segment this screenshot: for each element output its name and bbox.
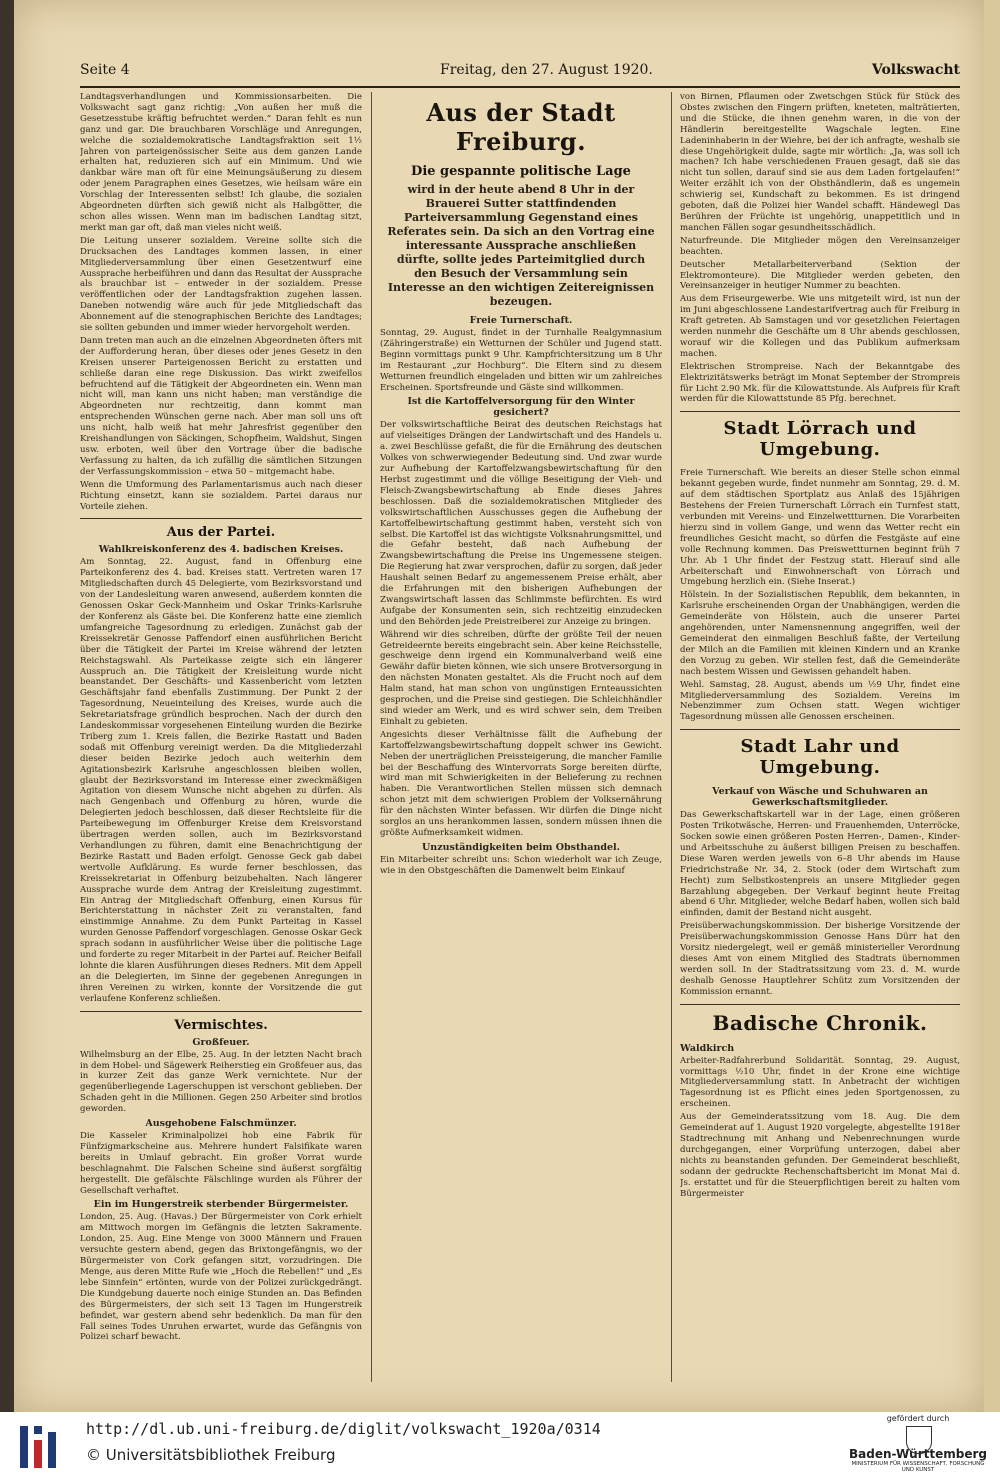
article-text: Ein Mitarbeiter schreibt uns: Schon wiederholt war ich Zeuge, wie in den Obstgeschäften die Damenwelt beim Einkauf: [380, 854, 662, 876]
column-3: [680, 92, 960, 1460]
article-subtitle: Großfeuer.: [192, 1036, 250, 1048]
article-subtitle: Ausgehobene Falschmünzer.: [145, 1118, 297, 1130]
column-divider: [371, 92, 372, 1382]
article-subtitle: Freie Turnerschaft.: [469, 315, 573, 326]
newspaper-name: Volkswacht: [871, 62, 960, 78]
article-text: Der volkswirtschaftliche Beirat des deutschen Reichstags hat auf vielseitiges Drängen der Landwirtschaft und des Handels u. a. zwei Beschlüsse gefaßt, die für die Ernährung des deutschen Volkes von schwerwiegender Bedeutung sind. Und zwar wurde zur Aufhebung der Kartoffelzwangsbewirtschaftung für den Herbst zugestimmt und die völlige Beseitigung der Vieh- und Fleisch-Zwangsbewirtschaftung ab Ende dieses Jahres beschlossen. Daß die sozialdemokratischen Mitglieder des volkswirtschaftlichen Ausschusses gegen die Aufhebung der Kartoffelbewirtschaftung gestimmt haben, versteht sich von selbst. Die Kartoffel ist das wichtigste Volksnahrungsmittel, und die Gefahr besteht, daß nach Aufhebung der Zwangsbewirtschaftung die Preise ins Ungemessene steigen. Die Regierung hat zwar versprochen, dafür zu sorgen, daß jeder Haushalt seinen Bedarf zu angemessenem Preise erhält, aber die Erfahrungen mit den bisherigen Aufhebungen der Zwangswirtschaft lassen das Schlimmste befürchten. Es wird Aufgabe der Konsumenten sein, sich rechtzeitig einzudecken und den Behörden jede Preistreiberei zur Anzeige zu bringen.: [380, 420, 662, 627]
article-subtitle: Unzuständigkeiten beim Obsthandel.: [422, 841, 620, 853]
section-rule: [680, 411, 960, 412]
funding-notice: [848, 1414, 988, 1473]
article-subtitle: Verkauf von Wäsche und Schuhwaren an Gewerkschaftsmitglieder.: [712, 786, 928, 809]
article-text: London, 25. Aug. (Havas.) Der Bürgermeister von Cork erhielt am Mittwoch morgen im Gefängnis die letzten Sakramente. London, 25. Aug. Eine Menge von 3000 Männern und Frauen versuchte gestern abend, gegen das Brixtongefängnis, wo der Bürgermeister von Cork gefangen sitzt, vorzudringen. Die Menge, aus deren Mitte Rufe wie „Hoch die Rebellen!“ und „Es lebe Sinnfein“ ertönten, wurde von der Polizei zurückgedrängt. Die Kundgebung dauerte noch einige Stunden an. Das Befinden des Bürgermeisters, der sich seit 13 Tagen im Hungerstreik befindet, war gestern abend sehr bedenklich. Da man für den Fall seines Todes Unruhen erwartet, wurde das Gefängnis von Polizei scharf bewacht.: [80, 1212, 362, 1343]
article-text: Naturfreunde. Die Mitglieder mögen den Vereinsanzeiger beachten.: [680, 235, 960, 257]
article-text: Das Gewerkschaftskartell war in der Lage, einen größeren Posten Trikotwäsche, Herren- und Frauenhemden, Unterröcke, Socken sowie einen größeren Posten Herren-, Damen-, Kinder- und Arbeitsschuhe zu äußerst billigen Preisen zu beschaffen. Diese Waren werden jeweils von 6–8 Uhr abends im Hause Friedrichstraße Nr. 34, 2. Stock (oder dem Wirtschaft zum Hecht) zum Selbstkostenpreis an unsere Mitglieder gegen Barzahlung abgegeben. Der Verkauf beginnt heute Freitag abend 6 Uhr. Mitglieder, welche Bedarf haben, wollen sich bald einfinden, damit der Bestand nicht ausgeht.: [680, 810, 960, 919]
section-title: Aus der Stadt Freiburg.: [426, 98, 616, 156]
article-text: Wilhelmsburg an der Elbe, 25. Aug. In der letzten Nacht brach in dem Hobel- und Sägewerk Reiherstieg ein Großfeuer aus, das in kurzer Zeit das ganze Werk vernichtete. Nur der gegenüberliegende Lagerschuppen ist verschont geblieben. Der Schaden geht in die Millionen. Gegen 250 Arbeiter sind brotlos geworden.: [80, 1049, 362, 1115]
permalink[interactable]: http://dl.ub.uni-freiburg.de/diglit/volkswacht_1920a/0314: [86, 1420, 601, 1438]
column-1: [80, 92, 362, 1460]
section-title: Badische Chronik.: [712, 1010, 928, 1035]
article-text: Aus der Gemeinderatssitzung vom 18. Aug. Die dem Gemeinderat auf 1. August 1920 vorgelegte, abgestellte 1918er Stadtrechnung mit Anhang und Nebenrechnungen wurde durchgegangen, einer Vorprüfung unterzogen, dabei aber nichts zu beanstanden gefunden. Der Gemeinderat beschließt, sodann der gedruckte Rechenschaftsbericht im Monat Mai d. Js. erstattet und für die Steuerpflichtigen bereit zu halten vom Bürgermeister: [680, 1112, 960, 1199]
header-rule: [80, 86, 960, 88]
article-text: Angesichts dieser Verhältnisse fällt die Aufhebung der Kartoffelzwangsbewirtschaftung doppelt schwer ins Gewicht. Neben der unerträglichen Preissteigerung, die mancher Familie bei der Beschaffung des Wintervorrats Sorge bereiten dürfte, wird man mit Schwierigkeiten in der Belieferung zu rechnen haben. Die Verantwortlichen Stellen müssen sich demnach schon jetzt mit dem schwierigen Problem der Volksernährung für den nächsten Winter befassen. Wir dürfen die Dinge nicht sorglos an uns herankommen lassen, sondern müssen ihnen die größte Aufmerksamkeit widmen.: [380, 729, 662, 838]
viewer-footer: [0, 1412, 1000, 1480]
lead-text: wird in der heute abend 8 Uhr in der Brauerei Sutter stattfindenden Parteiversammlung Gegenstand eines Referates sein. Da sich an den Vortrag eine interessante Aussprache anschließen dürfte, sollte jedes Parteimitglied durch den Besuch der Versammlung sein Interesse an den wichtigen Zeitereignissen bezeugen.: [387, 183, 655, 308]
article-text: Landtagsverhandlungen und Kommissionsarbeiten. Die Volkswacht sagt ganz richtig: „Von außen her muß die Gesetzesstube kräftig befruchtet werden.“ Daran fehlt es nun ganz und gar. Die brauchbaren Vorschläge und Anregungen, welche die sozialdemokratische Landtagsfraktion seit 1½ Jahren von parteigenössischer Seite aus dem ganzen Lande erhalten hat, reduzieren sich auf ein Minimum. Und wie dankbar wäre man oft für eine Meinungsäußerung zu diesem oder jenem Paragraphen eines Gesetzes, wie heilsam wäre ein Vorschlag der Interessenten selbst! Ich glaube, die sozialen Abgeordneten dürften sich gewiß nicht als Halbgötter, die schon alles wissen. Wenn man im badischen Landtag sitzt, merkt man gar oft, daß man vieles nicht weiß.: [80, 92, 362, 233]
article-text: Freie Turnerschaft. Wie bereits an dieser Stelle schon einmal bekannt gegeben wurde, findet nunmehr am Sonntag, 29. d. M. auf dem städtischen Sportplatz aus Anlaß des 15jährigen Bestehens der Freien Turnerschaft Lörrach ein Turnfest statt, verbunden mit Vereins- und Einzelwettturnen. Die Vorarbeiten hierzu sind in vollem Gange, und wenn das Wetter recht ein freundliches Gesicht macht, so dürfen die Festgäste auf eine volle Rechnung kommen. Das Preiswettturnen beginnt früh 7 Uhr. Ab 1 Uhr findet der Festzug statt. Hierauf sind alle Arbeiterschaft und Einwohnerschaft von Lörrach und Umgebung herzlich ein. (Siehe Inserat.): [680, 468, 960, 588]
lead-title: Die gespannte politische Lage: [411, 164, 631, 179]
section-title: Stadt Lahr und Umgebung.: [740, 736, 900, 779]
book-spine-edge: [0, 0, 14, 1412]
article-text: Die Leitung unserer sozialdem. Vereine sollte sich die Drucksachen des Landtages kommen lassen, in einer Mitgliederversammlung über einen Gesetzentwurf eine Aussprache herbeiführen und dann das Resultat der Aussprache als brauchbar ist – entweder in der sozialdem. Presse veröffentlichen oder der Landtagsfraktion zugehen lassen. Daneben notwendig wäre auch für jede Mitgliedschaft das Abonnement auf die stenographischen Berichte des Landtages; sie sollten gebunden und immer wieder hervorgeholt werden.: [80, 235, 362, 334]
column-2: [380, 92, 662, 1460]
article-text: Wehl. Samstag, 28. August, abends um ½9 Uhr, findet eine Mitgliederversammlung des Sozialdem. Vereins im Nebenzimmer zum Ochsen statt. Wegen wichtiger Tagesordnung müssen alle Genossen erscheinen.: [680, 679, 960, 723]
page-header: [80, 62, 960, 84]
section-rule: [680, 1004, 960, 1005]
section-title: Aus der Partei.: [166, 525, 276, 541]
page-number: Seite 4: [80, 62, 130, 78]
funded-by-label: gefördert durch: [886, 1414, 950, 1423]
section-rule: [80, 518, 362, 519]
article-text: Preisüberwachungskommission. Der bisherige Vorsitzende der Preisüberwachungskommission Genosse Hans Dürr hat den Vorsitz niedergelegt, weil er gemäß ministerieller Verordnung dieses Amt von einem Mitglied des Stadtrats übernommen werden soll. In der Stadtratssitzung vom 23. d. M. wurde deshalb Genosse Hauptlehrer Schütz zum Vorsitzenden der Kommission ernannt.: [680, 921, 960, 997]
article-text: Deutscher Metallarbeiterverband (Sektion der Elektromonteure). Die Mitglieder werden gebeten, den Vereinsanzeiger in heutiger Nummer zu beachten.: [680, 259, 960, 292]
copyright-notice: © Universitätsbibliothek Freiburg: [86, 1446, 336, 1464]
section-title: Vermischtes.: [174, 1017, 268, 1033]
issue-date: Freitag, den 27. August 1920.: [440, 62, 653, 78]
article-text: Arbeiter-Radfahrerbund Solidarität. Sonntag, 29. August, vormittags ½10 Uhr, findet in der Krone eine wichtige Mitgliederversammlung statt. In Anbetracht der wichtigen Tagesordnung ist es Pflicht eines jeden Sportgenossen, zu erscheinen.: [680, 1055, 960, 1110]
article-text: Am Sonntag, 22. August, fand in Offenburg eine Parteikonferenz des 4. bad. Kreises statt. Vertreten waren 17 Mitgliedschaften durch 45 Delegierte, vom Bezirksvorstand und von der Landesleitung waren anwesend, außerdem konnten die Genossen Oskar Geck-Mannheim und Oskar Trinks-Karlsruhe der Konferenz als Gäste bei. Die Konferenz hatte eine ziemlich umfangreiche Tagesordnung zu erledigen. Zunächst gab der Kreissekretär Genosse Paffendorf einen ausführlichen Bericht über die Tätigkeit der Partei im Kreise während der letzten Reichstagswahl. Als Parteikasse zeigte sich ein längerer Ausspruch an. Die Tätigkeit der Kreisleitung wurde nicht beanstandet. Der Geschäfts- und Kassenbericht vom letzten Geschäftsjahr fand ebenfalls Zustimmung. Der Punkt 2 der Tagesordnung, Neueinteilung des Kreises, wurde auch die Sekretariatsfrage gründlich besprochen. Nach der durch den Landeskommissar vorgesehenen Einteilung wurden die Bezirke Triberg zum 1. Kreis fallen, die Bezirke Rastatt und Baden sodaß mit Offenburg vereinigt werden. Da die Mitgliederzahl dieser beiden Bezirke jedoch auch weiterhin dem Agitationsbezirk Karlsruhe angeschlossen bleiben wollen, glaubt der Bezirksvorstand im Interesse einer zweckmäßigen Agitation von diesem Wunsche nicht abgehen zu dürfen. Als nach Gengenbach und Offenburg zu hören, wurde die Delegierten jedoch beschlossen, daß dieser Rechtsleite für die Parteibewegung im Offenburger Kreise dem Kreisvorstand übertragen werden sollen, auch im Bezirksvorstand Verhandlungen zu führen, damit eine Benachrichtigung der Bezirke Rastatt und Baden erfolgt. Genosse Geck gab dabei wertvolle Aufklärung. Es wurde ferner beschlossen, das Kreissekretariat in Offenburg beizubehalten. Nach längerer Aussprache wurde dem Antrag der Kreisleitung zugestimmt. Ein Antrag der Mitgliedschaft Offenburg, einen Kursus für Berichterstattung in nächster Zeit zu veranstalten, fand einstimmige Annahme. Zu dem Punkt Parteitag in Kassel wurden Genosse Paffendorf vorgeschlagen. Genosse Oskar Geck sprach sodann in ausführlicher Weise über die politische Lage und forderte zu reger Mitarbeit in der Partei auf. Reicher Beifall lohnte die klaren Ausführungen dieses Redners. Mit dem Appell an die Delegierten, im Sinne der gegebenen Anregungen in ihren Vereinen zu wirken, konnte der Vorsitzende die gut verlaufene Konferenz schließen.: [80, 557, 362, 1004]
ministry-name: MINISTERIUM FÜR WISSENSCHAFT, FORSCHUNG UND KUNST: [851, 1461, 985, 1473]
section-rule: [680, 729, 960, 730]
article-text: Wenn die Umformung des Parlamentarismus auch nach dieser Richtung einsetzt, kann sie sozialdem. Partei daraus nur Vorteile ziehen.: [80, 479, 362, 512]
section-title: Stadt Lörrach und Umgebung.: [723, 418, 917, 461]
article-subtitle: Wahlkreiskonferenz des 4. badischen Kreises.: [98, 544, 344, 556]
article-text: Die Kasseler Kriminalpolizei hob eine Fabrik für Fünfzigmarkscheine aus. Mehrere hundert Falsifikate waren bereits in Umlauf gebracht. Ein großer Vorrat wurde beschlagnahmt. Die Falschen Scheine sind äußerst sorgfältig hergestellt. Die gefälschte Fälschlinge wurden als Führer der Gesellschaft verhaftet.: [80, 1131, 362, 1196]
section-rule: [80, 1011, 362, 1012]
article-text: Hölstein. In der Sozialistischen Republik, dem bekannten, in Karlsruhe erscheinenden Organ der Unabhängigen, werden die Gemeinderäte von Hölstein, auch die unserer Partei angehörenden, unter Namensnennung angegriffen, weil der Gemeinderat den einmaligen Beschluß faßte, der Verteilung der Milch an die Familien mit kleinen Kindern und an Kranke den Vorzug zu geben. Wir stellen fest, daß die Gemeinderäte nach bestem Wissen und Gewissen gehandelt haben.: [680, 590, 960, 677]
article-text: Elektrischen Strompreise. Nach der Bekanntgabe des Elektrizitätswerks beträgt im Monat September der Strompreis für Licht 2.90 Mk. für die Kilowattstunde. Als Aufpreis für Kraft werden für die Kilowattstunde 85 Pfg. berechnet.: [680, 361, 960, 405]
article-text: Dann treten man auch an die einzelnen Abgeordneten öfters mit der Aufforderung heran, über dieses oder jenes Gesetz in den Kreisen unserer Parteigenossen Bericht zu erstatten und schließe daran eine rege Diskussion. Das wirkt zweifellos befruchtend auf die Tätigkeit der Abgeordneten ein. Wenn man nicht will, man kann uns nicht haben; man verständige die Abgeordneten nur rechtzeitig, dann kommt man entsprechenden Wünschen gerne nach. Aber man soll uns oft uns nicht, halb weiß hat mehr Jahresfrist gegenüber den Kreishandlungen von Säckingen, Schopfheim, Waldshut, Singen usw. erboten, weil über den Vortrage über die badische Verfassung zu halten, da ich zufällig die sämtlichen Sitzungen der Verfassungskommission – etwa 50 – mitgemacht habe.: [80, 335, 362, 477]
state-seal-icon: [906, 1426, 932, 1454]
article-subtitle: Ein im Hungerstreik sterbender Bürgermeister.: [93, 1199, 349, 1211]
article-text: von Birnen, Pflaumen oder Zwetschgen Stück für Stück des Obstes zwischen den Fingern prüften, kneteten, malträtierten, und die Stücke, die ihnen genehm waren, in die von der Händlerin bereitgestellte Wagschale legten. Eine Ladeninhaberin in der Wiehre, bei der ich anfragte, weshalb sie diese Ungehörigkeit dulde, sagte mir wörtlich: „Ja, was soll ich machen? Ich habe verschiedenen Frauen gesagt, daß sie das nicht tun sollen, darauf sind sie aus dem Laden fortgelaufen!“ Weiter erzählt ich von der Obsthändlerin, daß es ungemein schwierig sei, Kundschaft zu bekommen. Es ist dringend geboten, daß die Polizei hier Wandel schafft. Händewegl Das Berühren der Früchte ist ungehörig, unappetitlich und in manchen Fällen sogar gesundheitsschädlich.: [680, 92, 960, 233]
university-logo-icon: [14, 1422, 64, 1472]
state-name: Baden-Württemberg: [848, 1447, 987, 1461]
article-text: Während wir dies schreiben, dürfte der größte Teil der neuen Getreideernte bereits eingebracht sein. Aber keine Reichsstelle, geschweige denn irgend ein Kommunalverband weiß eine Gewähr dafür bieten können, wie sich unsere Brotversorgung in den nächsten Monaten gestaltet. Als die Frucht noch auf dem Halm stand, hat man schon von ungünstigen Ernteaussichten gesprochen, und die Preise sind gestiegen. Die Schleichhändler sind wieder am Werk, und es wird schwer sein, dem Treiben Einhalt zu gebieten.: [380, 629, 662, 727]
article-subtitle: Ist die Kartoffelversorgung für den Winter gesichert?: [407, 396, 635, 419]
next-page-edge: [984, 0, 1000, 1412]
column-divider: [671, 92, 672, 1382]
article-subtitle: Waldkirch: [680, 1042, 735, 1054]
article-text: Sonntag, 29. August, findet in der Turnhalle Realgymnasium (Zähringerstraße) ein Wetturnen der Schüler und Jugend statt. Beginn vormittags punkt 9 Uhr. Kampfrichtersitzung um 8 Uhr im Restaurant „zur Hochburg“. Die Eltern sind zu diesem Wetturnen freundlich eingeladen und bitten wir um zahlreiches Erscheinen. Sportsfreunde und Gäste sind willkommen.: [380, 328, 662, 393]
article-text: Aus dem Friseurgewerbe. Wie uns mitgeteilt wird, ist nun der im Juni abgeschlossene Landestarifvertrag auch für Freiburg in Kraft getreten. Ab Samstagen und vor gesetzlichen Feiertagen werden nunmehr die Geschäfte um 8 Uhr abends geschlossen, worauf wir die Kollegen und das Publikum aufmerksam machen.: [680, 294, 960, 359]
